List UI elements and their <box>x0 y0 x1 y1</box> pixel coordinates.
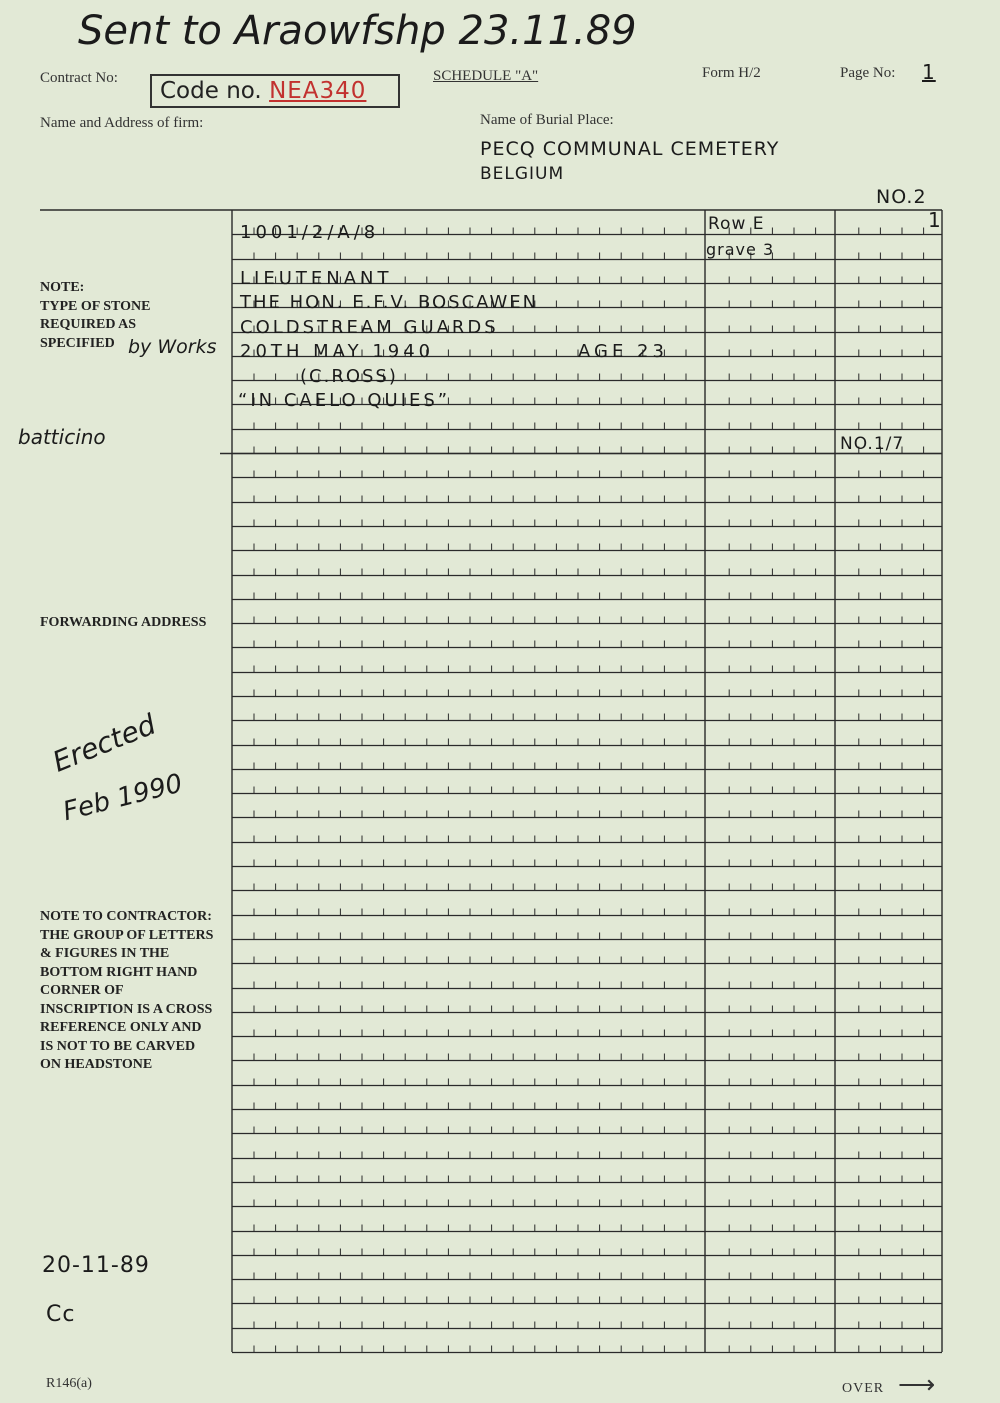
entry-reference: 1001/2/A/8 <box>240 222 380 243</box>
form-label: Form H/2 <box>702 65 761 81</box>
inscription-age: AGE 23 <box>578 341 668 362</box>
inscription-line-3: COLDSTREAM GUARDS <box>240 317 499 338</box>
burial-place-label: Name of Burial Place: <box>480 112 614 128</box>
cross-reference: NO.1/7 <box>840 434 905 454</box>
firm-label: Name and Address of firm: <box>40 115 204 131</box>
burial-place-line1: PECQ COMMUNAL CEMETERY <box>480 138 780 160</box>
page-no-value: 1 <box>922 60 936 84</box>
handwritten-cc: Cc <box>46 1302 76 1327</box>
over-label: OVER <box>842 1381 885 1396</box>
specified-by-works: by Works <box>128 336 217 358</box>
sheet-number: NO.2 <box>876 186 927 208</box>
over-arrow-icon: ⟶ <box>898 1370 936 1399</box>
inscription-line-1: LIEUTENANT <box>240 268 393 289</box>
handwritten-sent-note: Sent to Araowfshp 23.11.89 <box>78 8 637 54</box>
code-value: NEA340 <box>269 78 367 104</box>
forwarding-address-label: FORWARDING ADDRESS <box>40 615 207 630</box>
entry-row-label: Row E <box>708 214 765 234</box>
burial-place-line2: BELGIUM <box>480 164 565 184</box>
inscription-line-2: THE HON. E.F.V. BOSCAWEN <box>240 292 539 313</box>
inscription-line-5: (C.ROSS) <box>300 366 398 387</box>
contract-no-label: Contract No: <box>40 70 118 86</box>
inscription-line-6: “IN CAELO QUIES” <box>238 390 451 411</box>
code-number-stamp <box>150 74 400 108</box>
code-prefix: Code no. <box>160 78 262 104</box>
batticino-note: batticino <box>18 425 106 449</box>
erected-note-line1: Erected <box>48 707 161 779</box>
schedule-title: SCHEDULE "A" <box>433 68 539 84</box>
entry-grave-label: grave 3 <box>706 240 775 259</box>
page-no-label: Page No: <box>840 65 896 81</box>
form-code: R146(a) <box>46 1376 92 1391</box>
entry-count: 1 <box>928 208 942 232</box>
contractor-note: NOTE TO CONTRACTOR: THE GROUP OF LETTERS & FIGURES IN THE BOTTOM RIGHT HAND CORNER OF INSCRIPTION IS A CROSS REFERENCE ONLY AND IS NOT TO BE CARVED ON HEADSTONE <box>40 909 214 1072</box>
inscription-line-4: 20TH MAY 1940 <box>240 341 435 362</box>
erected-note-line2: Feb 1990 <box>60 768 186 828</box>
stone-note: NOTE: TYPE OF STONE REQUIRED AS SPECIFIED <box>40 280 151 351</box>
handwritten-date: 20-11-89 <box>42 1253 150 1278</box>
